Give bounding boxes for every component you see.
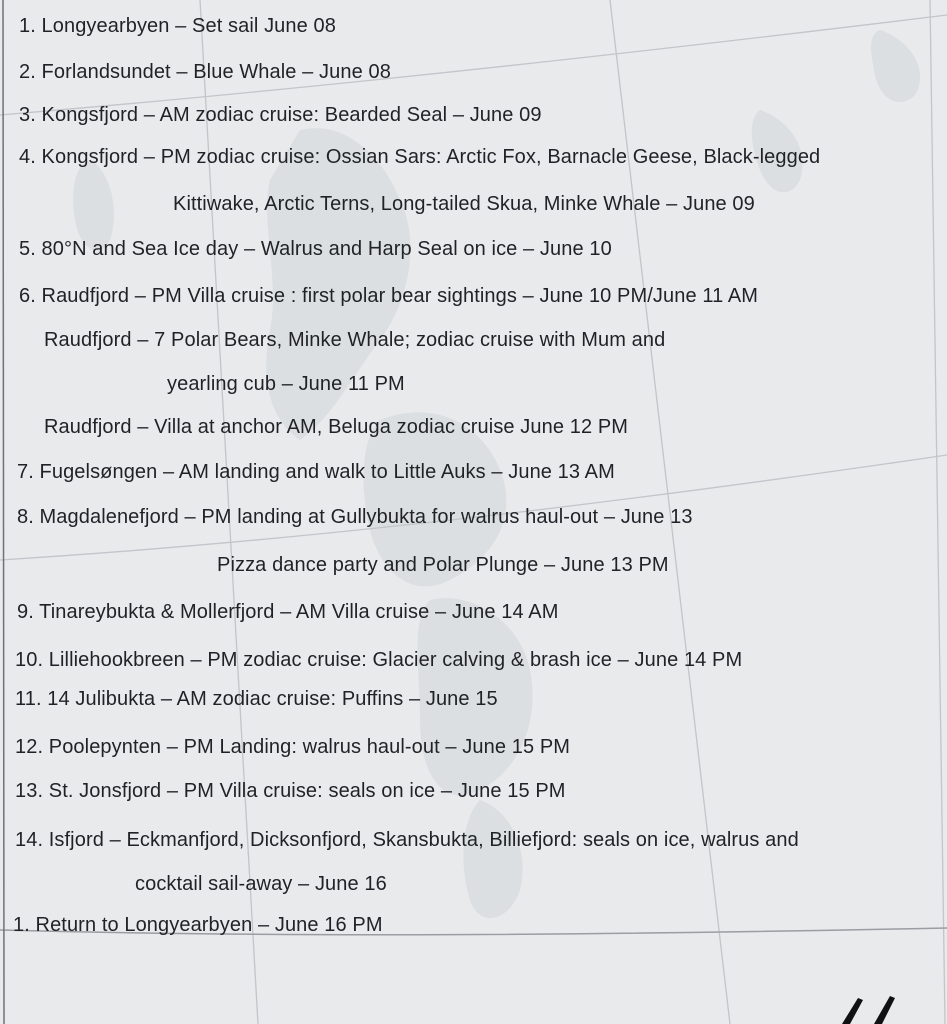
itinerary-line-11: 11. 14 Julibukta – AM zodiac cruise: Puffins – June 15	[15, 688, 498, 710]
itinerary-line-12: 12. Poolepynten – PM Landing: walrus haul-out – June 15 PM	[15, 736, 571, 758]
itinerary-line-1: 1. Longyearbyen – Set sail June 08	[19, 15, 336, 37]
itinerary-line-6b-cont: yearling cub – June 11 PM	[167, 373, 405, 395]
itinerary-line-14-cont: cocktail sail-away – June 16	[135, 873, 387, 895]
itinerary-line-7: 7. Fugelsøngen – AM landing and walk to Little Auks – June 13 AM	[17, 461, 615, 483]
itinerary-line-3: 3. Kongsfjord – AM zodiac cruise: Bearded Seal – June 09	[19, 104, 542, 126]
itinerary-line-10: 10. Lilliehookbreen – PM zodiac cruise: Glacier calving & brash ice – June 14 PM	[15, 649, 743, 671]
itinerary-line-14: 14. Isfjord – Eckmanfjord, Dicksonfjord, Skansbukta, Billiefjord: seals on ice, walrus and	[15, 829, 799, 851]
itinerary-line-6c: Raudfjord – Villa at anchor AM, Beluga zodiac cruise June 12 PM	[44, 416, 629, 438]
itinerary-line-6: 6. Raudfjord – PM Villa cruise : first polar bear sightings – June 10 PM/June 11 AM	[19, 285, 759, 307]
itinerary-line-2: 2. Forlandsundet – Blue Whale – June 08	[19, 61, 391, 83]
itinerary-line-4-cont: Kittiwake, Arctic Terns, Long-tailed Skua, Minke Whale – June 09	[173, 193, 755, 215]
itinerary-line-5: 5. 80°N and Sea Ice day – Walrus and Harp Seal on ice – June 10	[19, 238, 612, 260]
itinerary-line-8-cont: Pizza dance party and Polar Plunge – June 13 PM	[217, 554, 669, 576]
itinerary-line-9: 9. Tinareybukta & Mollerfjord – AM Villa cruise – June 14 AM	[17, 601, 559, 623]
itinerary-line-4: 4. Kongsfjord – PM zodiac cruise: Ossian Sars: Arctic Fox, Barnacle Geese, Black-legged	[19, 146, 821, 168]
itinerary-line-8: 8. Magdalenefjord – PM landing at Gullybukta for walrus haul-out – June 13	[17, 506, 693, 528]
itinerary-line-6b: Raudfjord – 7 Polar Bears, Minke Whale; zodiac cruise with Mum and	[44, 329, 666, 351]
left-edge	[3, 0, 4, 1024]
itinerary-line-return: 1. Return to Longyearbyen – June 16 PM	[13, 914, 383, 936]
itinerary-line-13: 13. St. Jonsfjord – PM Villa cruise: seals on ice – June 15 PM	[15, 780, 566, 802]
